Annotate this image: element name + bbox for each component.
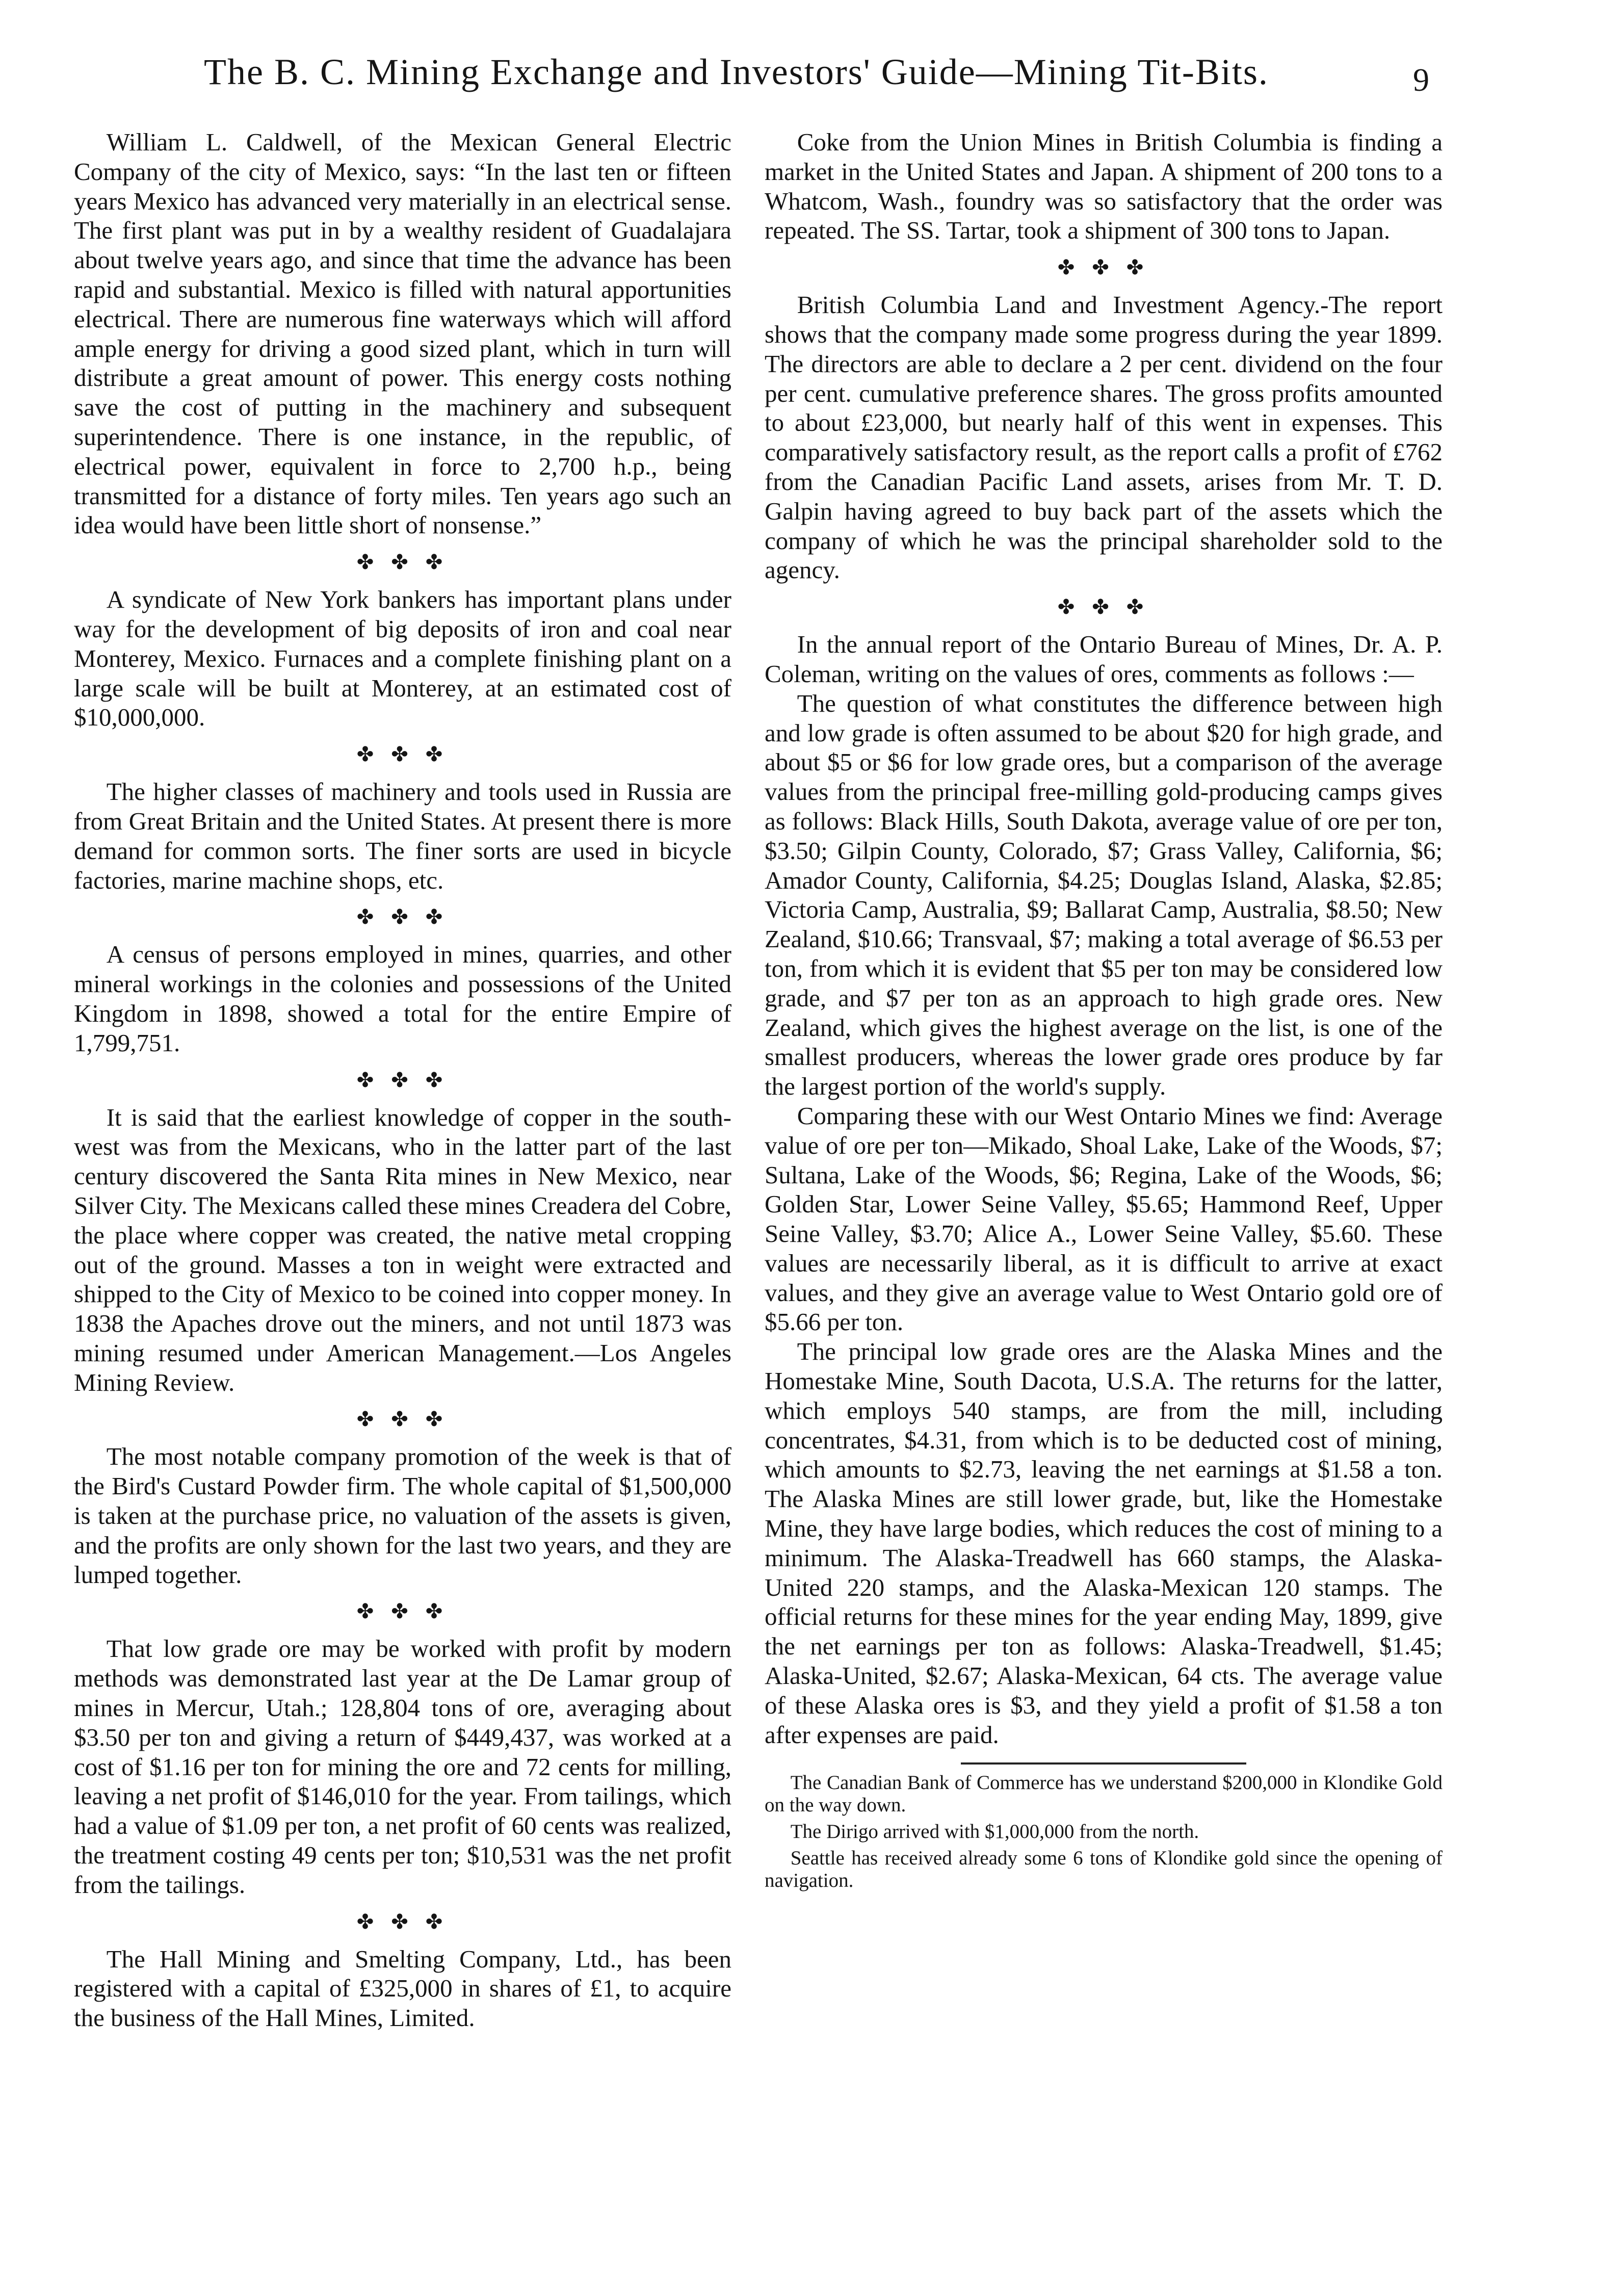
article-caldwell-mexico-electric: William L. Caldwell, of the Mexican General Electric Company of the city of Mexico, says: “In the last ten or fifteen years Mexico has advanced very materially in an electrical sense. The first plant was put in by a wealthy resident of Guadalajara about twelve years ago, and since that time the advance has been rapid and substantial. Mexico is filled with natural apportunities electrical. There are numerous fine waterways which will afford ample energy for driving a good sized plant, which in turn will distribute a great amount of power. This energy costs nothing save the cost of putting in the machinery and subsequent superintendence. There is one instance, in the republic, of electrical power, equivalent in force to 2,700 h.p., being transmitted for a distance of forty miles. Ten years ago such an idea would have been little short of nonsense.” — [74, 128, 731, 539]
section-separator: ✤ ✤ ✤ — [356, 1600, 449, 1623]
article-monterey-syndicate: A syndicate of New York bankers has important plans under way for the development of big deposits of iron and coal near Monterey, Mexico. Furnaces and a complete finishing plant on a large scale will be built at Monterey, at an estimated cost of $10,000,000. — [74, 585, 731, 732]
article-empire-mining-census: A census of persons employed in mines, quarries, and other mineral workings in the colonies and possessions of the United Kingdom in 1898, showed a total for the entire Empire of 1,799,751. — [74, 940, 731, 1057]
note-bank-of-commerce: The Canadian Bank of Commerce has we understand $200,000 in Klondike Gold on the way down. — [765, 1772, 1443, 1817]
section-separator: ✤ ✤ ✤ — [356, 905, 449, 929]
page-header — [173, 47, 1478, 118]
section-separator: ✤ ✤ ✤ — [1057, 595, 1150, 619]
section-separator: ✤ ✤ ✤ — [356, 1068, 449, 1092]
note-dirigo-arrival: The Dirigo arrived with $1,000,000 from the north. — [790, 1821, 1199, 1843]
article-bc-land-investment: British Columbia Land and Investment Agency.-The report shows that the company made some progress during the year 1899. The directors are able to declare a 2 per cent. dividend on the four per cent. cumulative preference shares. The gross profits amounted to about £23,000, but nearly half of this went in expenses. This comparatively satisfactory result, as the report calls a profit of £762 from the Canadian Pacific Land assets, arises from Mr. T. D. Galpin having agreed to buy back part of the assets which the company of which he was the principal shareholder sold to the agency. — [765, 291, 1443, 584]
brief-notes — [765, 1762, 1443, 1892]
article-hall-mining-company: The Hall Mining and Smelting Company, Ltd., has been registered with a capital of £325,000 in shares of £1, to acquire the business of the Hall Mines, Limited. — [74, 1944, 731, 2032]
section-separator: ✤ ✤ ✤ — [356, 1408, 449, 1431]
article-union-mines-coke: Coke from the Union Mines in British Columbia is finding a market in the United States and Japan. A shipment of 200 tons to a Whatcom, Wash., foundry was so satisfactory that the order was repeated. The SS. Tartar, took a shipment of 300 tons to Japan. — [765, 128, 1443, 245]
article-west-ontario-comparison: Comparing these with our West Ontario Mines we find: Average value of ore per ton—Mikado, Shoal Lake, Lake of the Woods, $7; Sultana, Lake of the Woods, $6; Regina, Lake of the Woods, $6; Golden Star, Lower Seine Valley, $5.65; Hammond Reef, Upper Seine Valley, $3.70; Alice A., Lower Seine Valley, $5.60. These values are necessarily liberal, as it is difficult to arrive at exact values, and they give an average value to West Ontario gold ore of $5.66 per ton. — [765, 1101, 1443, 1336]
article-santa-rita-copper: It is said that the earliest knowledge of copper in the south-west was from the Mexicans, who in the latter part of the last century discovered the Santa Rita mines in New Mexico, near Silver City. The Mexicans called these mines Creadera del Cobre, the place where copper was created, the native metal cropping out of the ground. Masses a ton in weight were extracted and shipped to the City of Mexico to be coined into copper money. In 1838 the Apaches drove out the miners, and not until 1873 was mining resumed under American Management.—Los Angeles Mining Review. — [74, 1103, 731, 1396]
page-number: 9 — [1413, 62, 1429, 98]
running-title: The B. C. Mining Exchange and Investors' Guide—Mining Tit-Bits. — [204, 51, 1269, 92]
right-column — [765, 127, 1443, 1896]
section-separator: ✤ ✤ ✤ — [356, 551, 449, 574]
article-ore-grade-values: The question of what constitutes the difference between high and low grade is often assumed to be about $20 for high grade, and about $5 or $6 for low grade ores, but a comparison of the average values from the principal free-milling gold-producing camps gives as follows: Black Hills, South Dakota, average value of ore per ton, $3.50; Gilpin County, Colorado, $7; Grass Valley, California, $6; Amador County, California, $4.25; Douglas Island, Alaska, $2.85; Victoria Camp, Australia, $9; Ballarat Camp, Australia, $8.50; New Zealand, $10.66; Transvaal, $7; making a total average of $6.53 per ton, from which it is evident that $5 per ton may be considered low grade, and $7 per ton as an approach to high grade ores. New Zealand, which gives the highest average on the list, is one of the smallest producers, whereas the lower grade ores produce by far the largest portion of the world's supply. — [765, 689, 1443, 1101]
article-russia-machinery: The higher classes of machinery and tools used in Russia are from Great Britain and the United States. At present there is more demand for common sorts. The finer sorts are used in bicycle factories, marine machine shops, etc. — [74, 777, 731, 894]
section-separator: ✤ ✤ ✤ — [356, 743, 449, 766]
notes-divider — [961, 1762, 1246, 1765]
article-de-lamar-low-grade: That low grade ore may be worked with profit by modern methods was demonstrated last year at the De Lamar group of mines in Mercur, Utah.; 128,804 tons of ore, averaging about $3.50 per ton and giving a return of $449,437, was worked at a cost of $1.16 per ton for mining the ore and 72 cents for milling, leaving a net profit of $146,010 for the year. From tailings, which had a value of $1.09 per ton, a net profit of 60 cents was realized, the treatment costing 49 cents per ton; $10,531 was the net profit from the tailings. — [74, 1635, 731, 1899]
section-separator: ✤ ✤ ✤ — [1057, 256, 1150, 279]
note-seattle-gold: Seattle has received already some 6 tons of Klondike gold since the opening of navigation. — [765, 1847, 1443, 1892]
left-column — [74, 127, 731, 2033]
section-separator: ✤ ✤ ✤ — [356, 1910, 449, 1933]
article-alaska-homestake: The principal low grade ores are the Alaska Mines and the Homestake Mine, South Dacota, U.S.A. The returns for the latter, which employs 540 stamps, are from the mill, including concentrates, $4.31, from which is to be deducted cost of mining, which amounts to $2.73, leaving the net earnings at $1.58 a ton. The Alaska Mines are still lower grade, but, like the Homestake Mine, they have large bodies, which reduces the cost of mining to a minimum. The Alaska-Treadwell has 660 stamps, the Alaska-United 220 stamps, and the Alaska-Mexican 120 stamps. The official returns for these mines for the year ending May, 1899, give the net earnings per ton as follows: Alaska-Treadwell, $1.45; Alaska-United, $2.67; Alaska-Mexican, 64 cts. The average value of these Alaska ores is $3, and they yield a profit of $1.58 a ton after expenses are paid. — [765, 1337, 1443, 1749]
article-custard-powder-promotion: The most notable company promotion of the week is that of the Bird's Custard Powder firm. The whole capital of $1,500,000 is taken at the purchase price, no valuation of the assets is given, and the profits are only shown for the last two years, and they are lumped together. — [74, 1442, 731, 1589]
article-ontario-bureau-intro: In the annual report of the Ontario Bureau of Mines, Dr. A. P. Coleman, writing on the values of ores, comments as follows :— — [765, 630, 1443, 688]
